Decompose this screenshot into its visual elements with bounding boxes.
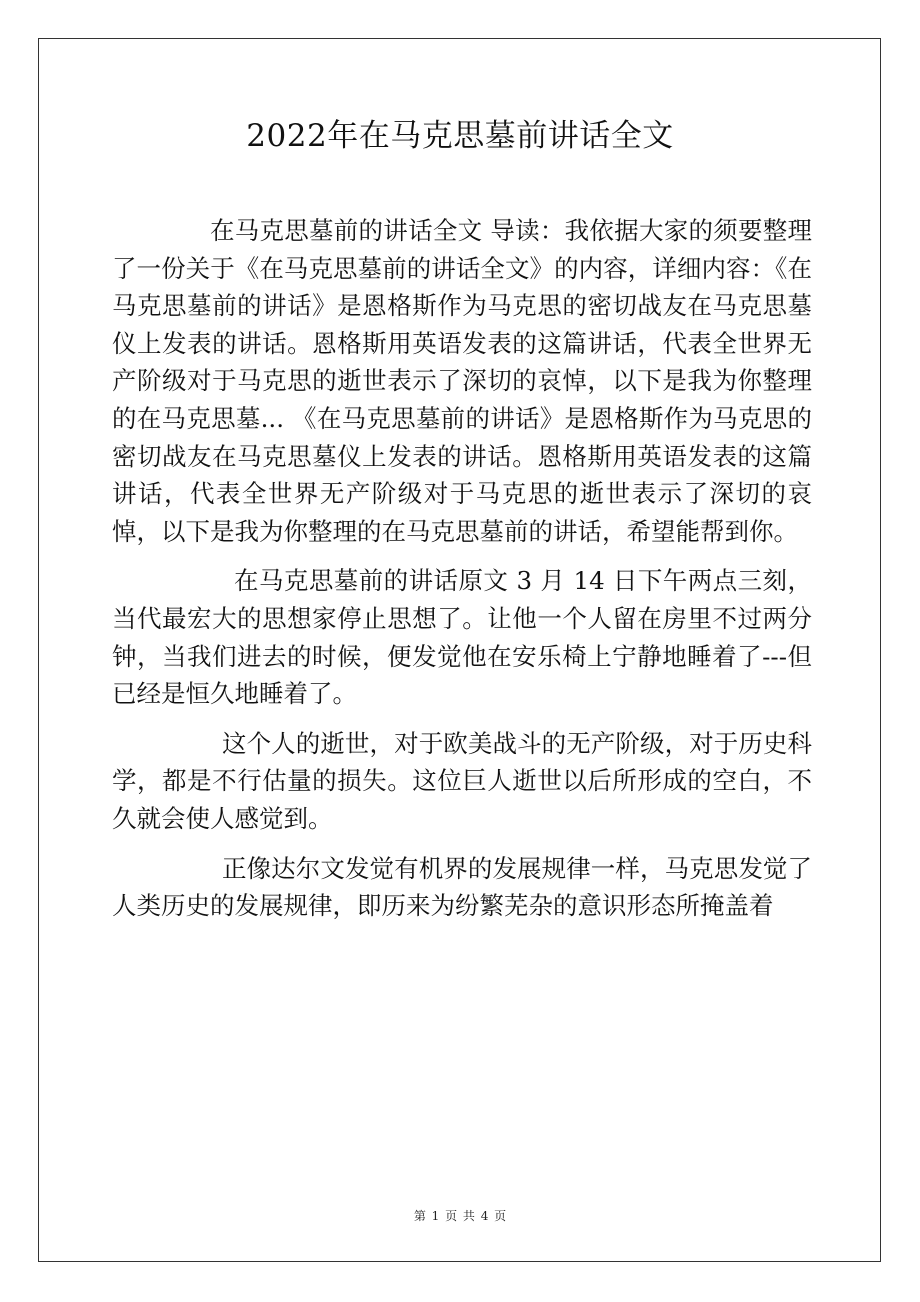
document-body — [112, 212, 812, 925]
page-number-footer: 第 1 页 共 4 页 — [413, 1209, 507, 1223]
paragraph-speech-opening: 在马克思墓前的讲话原文 3 月 14 日下午两点三刻，当代最宏大的思想家停止思想了。让他一个人留在房里不过两分钟，当我们进去的时候，便发觉他在安乐椅上宁静地睡着了---但已经是恒久地睡着了。 — [112, 566, 812, 709]
paragraph-darwin: 正像达尔文发觉有机界的发展规律一样，马克思发觉了人类历史的发展规律，即历来为纷繁芜杂的意识形态所掩盖着 — [112, 853, 812, 921]
paragraph-intro: 在马克思墓前的讲话全文 导读：我依据大家的须要整理了一份关于《在马克思墓前的讲话全文》的内容，详细内容：《在马克思墓前的讲话》是恩格斯作为马克思的密切战友在马克思墓仪上发表的讲话。恩格斯用英语发表的这篇讲话，代表全世界无产阶级对于马克思的逝世表示了深切的哀悼，以下是我为你整理的在马克思墓... 《在马克思墓前的讲话》是恩格斯作为马克思的密切战友在马克思墓仪上发表的讲话。恩格斯用英语发表的这篇讲话，代表全世界无产阶级对于马克思的逝世表示了深切的哀悼，以下是我为你整理的在马克思墓前的讲话，希望能帮到你。 — [112, 216, 812, 546]
document-title: 2022年在马克思墓前讲话全文 — [246, 118, 674, 154]
paragraph-loss: 这个人的逝世，对于欧美战斗的无产阶级，对于历史科学，都是不行估量的损失。这位巨人逝世以后所形成的空白，不久就会使人感觉到。 — [112, 728, 812, 833]
